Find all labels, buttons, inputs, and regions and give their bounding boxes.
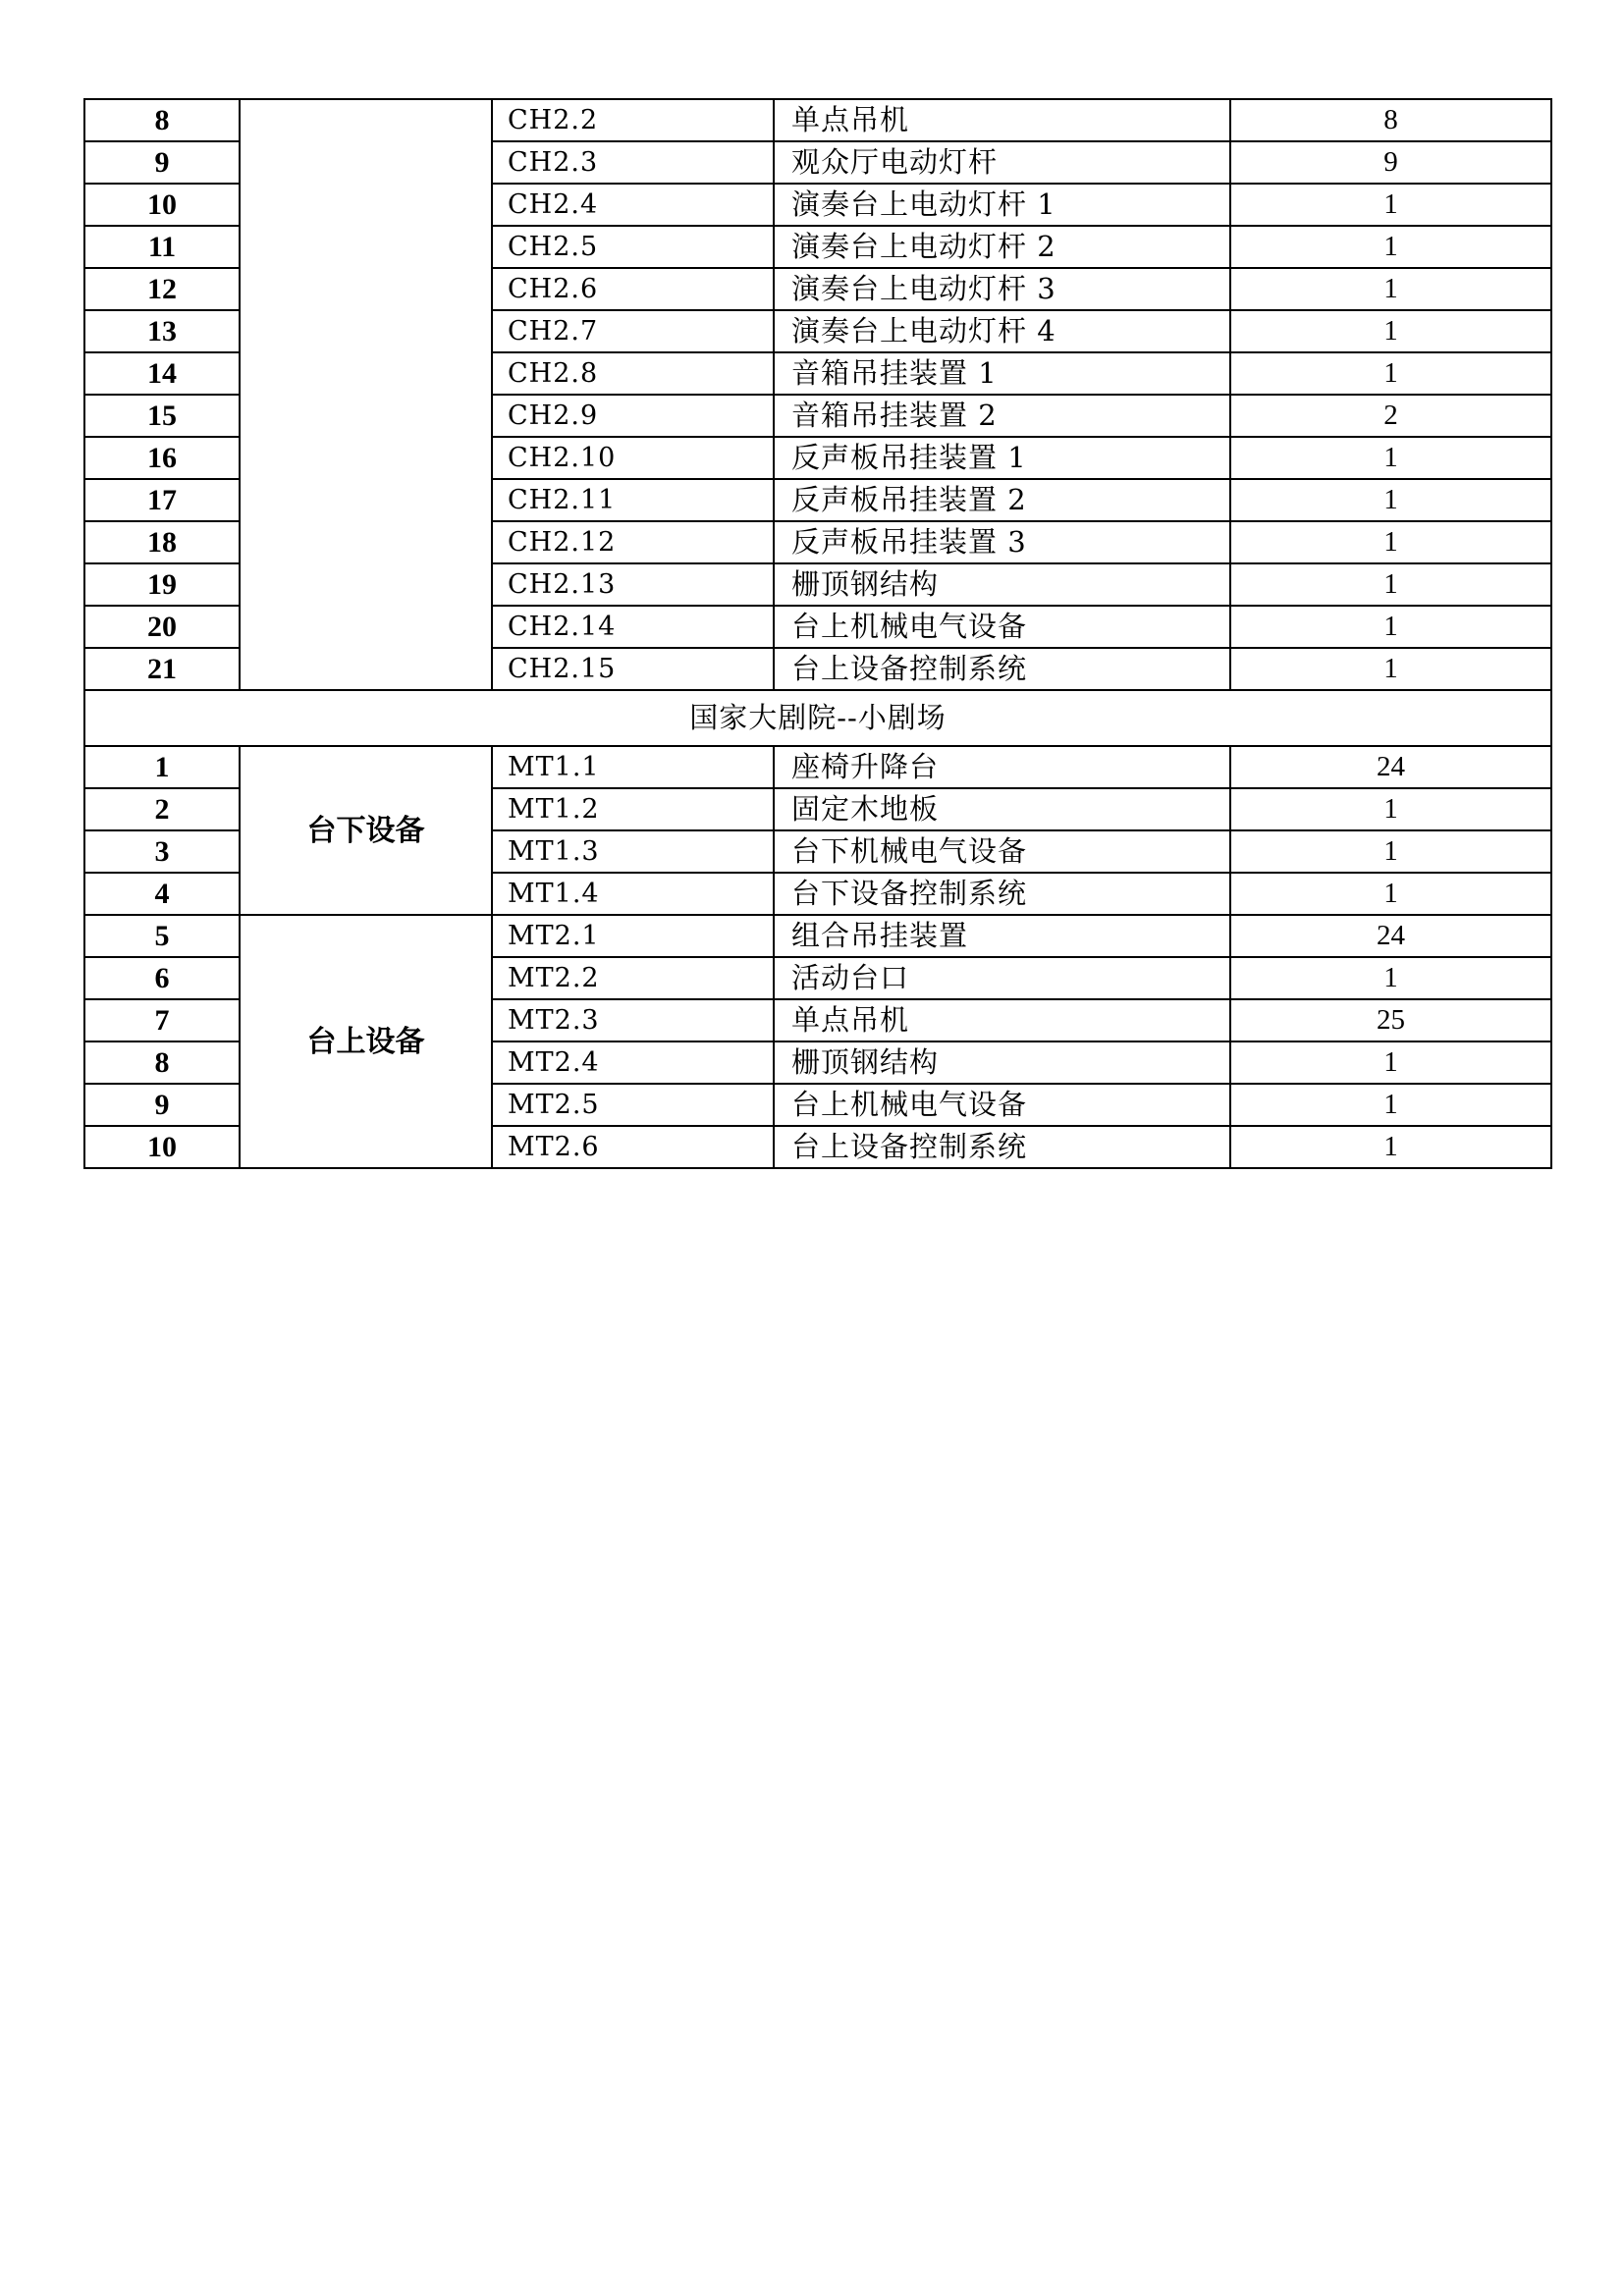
item-name: 反声板吊挂装置 2: [774, 479, 1230, 521]
section-title: 国家大剧院--小剧场: [84, 690, 1551, 746]
item-name: 座椅升降台: [774, 746, 1230, 788]
group-label: 台下设备: [240, 746, 492, 915]
item-name: 活动台口: [774, 957, 1230, 999]
item-quantity: 1: [1230, 873, 1551, 915]
item-quantity: 1: [1230, 352, 1551, 395]
item-name: 反声板吊挂装置 1: [774, 437, 1230, 479]
row-number: 8: [84, 99, 240, 141]
item-quantity: 1: [1230, 788, 1551, 830]
item-name: 台上设备控制系统: [774, 1126, 1230, 1168]
row-number: 1: [84, 746, 240, 788]
row-number: 5: [84, 915, 240, 957]
item-quantity: 24: [1230, 915, 1551, 957]
item-name: 固定木地板: [774, 788, 1230, 830]
item-quantity: 2: [1230, 395, 1551, 437]
item-quantity: 1: [1230, 606, 1551, 648]
item-code: MT2.3: [492, 999, 774, 1041]
item-code: MT2.2: [492, 957, 774, 999]
item-name: 音箱吊挂装置 1: [774, 352, 1230, 395]
item-name: 演奏台上电动灯杆 3: [774, 268, 1230, 310]
item-name: 台下机械电气设备: [774, 830, 1230, 873]
row-number: 7: [84, 999, 240, 1041]
item-code: MT1.4: [492, 873, 774, 915]
item-name: 演奏台上电动灯杆 1: [774, 184, 1230, 226]
item-name: 单点吊机: [774, 99, 1230, 141]
table-row: [84, 746, 1551, 788]
item-code: MT1.2: [492, 788, 774, 830]
row-number: 2: [84, 788, 240, 830]
item-code: CH2.9: [492, 395, 774, 437]
item-code: CH2.3: [492, 141, 774, 184]
item-name: 台上机械电气设备: [774, 606, 1230, 648]
item-code: CH2.11: [492, 479, 774, 521]
item-code: CH2.15: [492, 648, 774, 690]
item-name: 演奏台上电动灯杆 2: [774, 226, 1230, 268]
item-quantity: 1: [1230, 310, 1551, 352]
table-row: [84, 99, 1551, 141]
item-name: 音箱吊挂装置 2: [774, 395, 1230, 437]
row-number: 11: [84, 226, 240, 268]
row-number: 12: [84, 268, 240, 310]
item-quantity: 1: [1230, 437, 1551, 479]
item-name: 单点吊机: [774, 999, 1230, 1041]
item-code: CH2.12: [492, 521, 774, 563]
row-number: 14: [84, 352, 240, 395]
row-number: 16: [84, 437, 240, 479]
item-code: CH2.6: [492, 268, 774, 310]
group-label: 台上设备: [240, 915, 492, 1168]
item-quantity: 1: [1230, 226, 1551, 268]
item-name: 台上设备控制系统: [774, 648, 1230, 690]
item-name: 栅顶钢结构: [774, 1041, 1230, 1084]
item-quantity: 1: [1230, 1041, 1551, 1084]
item-code: MT2.1: [492, 915, 774, 957]
item-name: 观众厅电动灯杆: [774, 141, 1230, 184]
row-number: 9: [84, 141, 240, 184]
row-number: 3: [84, 830, 240, 873]
item-quantity: 1: [1230, 1084, 1551, 1126]
item-code: CH2.7: [492, 310, 774, 352]
item-code: MT2.4: [492, 1041, 774, 1084]
item-quantity: 1: [1230, 521, 1551, 563]
item-code: MT1.3: [492, 830, 774, 873]
item-quantity: 25: [1230, 999, 1551, 1041]
row-number: 8: [84, 1041, 240, 1084]
item-name: 组合吊挂装置: [774, 915, 1230, 957]
equipment-table: [83, 98, 1552, 1169]
item-code: MT2.5: [492, 1084, 774, 1126]
item-quantity: 1: [1230, 268, 1551, 310]
group-label: [240, 99, 492, 690]
item-name: 台上机械电气设备: [774, 1084, 1230, 1126]
row-number: 10: [84, 1126, 240, 1168]
row-number: 15: [84, 395, 240, 437]
item-quantity: 1: [1230, 830, 1551, 873]
row-number: 21: [84, 648, 240, 690]
item-name: 栅顶钢结构: [774, 563, 1230, 606]
item-quantity: 1: [1230, 648, 1551, 690]
item-code: CH2.14: [492, 606, 774, 648]
row-number: 13: [84, 310, 240, 352]
row-number: 19: [84, 563, 240, 606]
row-number: 9: [84, 1084, 240, 1126]
item-code: CH2.2: [492, 99, 774, 141]
item-quantity: 1: [1230, 957, 1551, 999]
item-quantity: 1: [1230, 1126, 1551, 1168]
item-code: CH2.10: [492, 437, 774, 479]
item-quantity: 24: [1230, 746, 1551, 788]
item-quantity: 9: [1230, 141, 1551, 184]
item-name: 台下设备控制系统: [774, 873, 1230, 915]
item-quantity: 1: [1230, 563, 1551, 606]
item-name: 演奏台上电动灯杆 4: [774, 310, 1230, 352]
document-page: [83, 98, 1550, 1169]
item-code: CH2.8: [492, 352, 774, 395]
row-number: 10: [84, 184, 240, 226]
item-code: CH2.4: [492, 184, 774, 226]
item-code: CH2.13: [492, 563, 774, 606]
item-code: CH2.5: [492, 226, 774, 268]
item-quantity: 8: [1230, 99, 1551, 141]
section-header-row: [84, 690, 1551, 746]
item-code: MT1.1: [492, 746, 774, 788]
item-quantity: 1: [1230, 184, 1551, 226]
table-row: [84, 915, 1551, 957]
item-name: 反声板吊挂装置 3: [774, 521, 1230, 563]
row-number: 17: [84, 479, 240, 521]
item-code: MT2.6: [492, 1126, 774, 1168]
row-number: 4: [84, 873, 240, 915]
row-number: 18: [84, 521, 240, 563]
row-number: 20: [84, 606, 240, 648]
item-quantity: 1: [1230, 479, 1551, 521]
row-number: 6: [84, 957, 240, 999]
